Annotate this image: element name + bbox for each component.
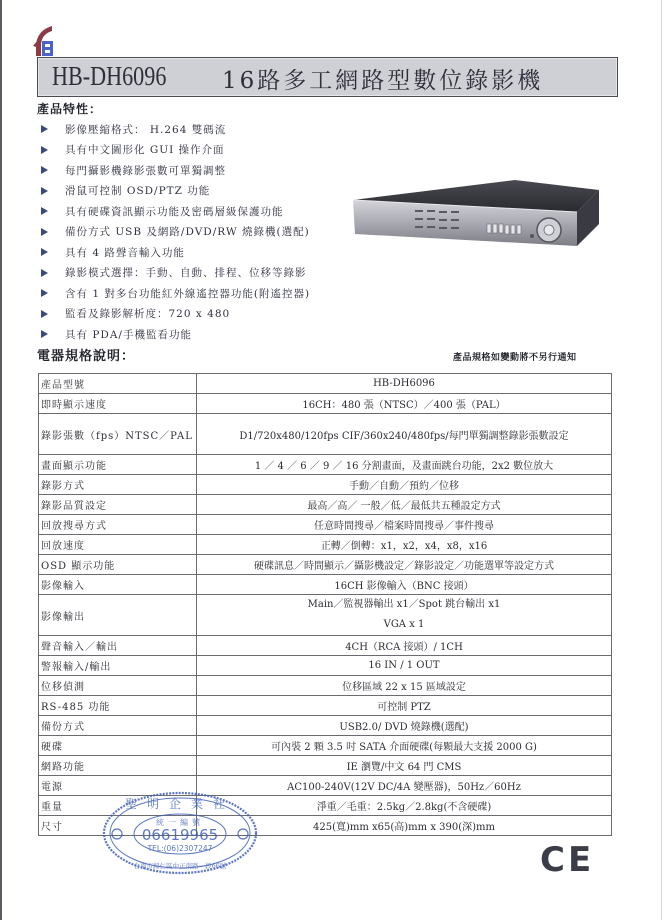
feature-text: 監看及錄影解析度：720 x 480	[65, 308, 231, 321]
spec-value: 可控制 PTZ	[197, 696, 612, 716]
feature-item	[37, 119, 310, 140]
feature-item	[37, 160, 310, 181]
feature-item	[37, 181, 310, 202]
spec-value: 硬碟訊息／時間顯示／攝影機設定／錄影設定／功能選單等設定方式	[197, 555, 612, 575]
page-edge	[0, 0, 2, 920]
triangle-bullet-icon	[41, 146, 48, 154]
company-logo-icon	[30, 22, 64, 56]
spec-label: 備份方式	[39, 716, 197, 736]
spec-label: 硬碟	[39, 736, 197, 756]
feature-item	[37, 201, 310, 222]
table-row	[39, 595, 612, 636]
features-heading: 產品特性：	[37, 102, 103, 116]
triangle-bullet-icon	[41, 310, 48, 318]
table-row	[39, 495, 612, 515]
features-list	[37, 119, 310, 345]
feature-item	[37, 304, 310, 325]
spec-label: 回放速度	[39, 535, 197, 555]
spec-label: RS-485 功能	[39, 696, 197, 716]
triangle-bullet-icon	[41, 166, 48, 174]
spec-value: D1/720x480/120fps CIF/360x240/480fps/每門單獨調整錄影張數設定	[197, 414, 612, 455]
triangle-bullet-icon	[41, 187, 48, 195]
feature-text: 含有 1 對多台功能紅外線遙控器功能(附遙控器)	[65, 287, 311, 300]
table-row	[39, 696, 612, 716]
svg-text:TEL:(06)2307247: TEL:(06)2307247	[147, 844, 213, 853]
svg-text:聖明企業社: 聖明企業社	[124, 797, 236, 811]
spec-value: USB2.0/ DVD 燒錄機(選配)	[197, 716, 612, 736]
spec-value: HB-DH6096	[197, 374, 612, 394]
triangle-bullet-icon	[41, 289, 48, 297]
spec-value: 16 IN / 1 OUT	[197, 656, 612, 676]
spec-value: 425(寬)mm x65(高)mm x 390(深)mm	[197, 816, 612, 836]
table-row	[39, 515, 612, 535]
spec-label: 錄影張數（fps）NTSC／PAL	[39, 414, 197, 455]
spec-value: 16CH 影像輸入（BNC 接頭）	[197, 575, 612, 595]
feature-item	[37, 283, 310, 304]
svg-text:06619965: 06619965	[141, 826, 219, 844]
table-row	[39, 736, 612, 756]
spec-value-line: VGA x 1	[383, 619, 425, 630]
triangle-bullet-icon	[41, 269, 48, 277]
feature-text: 具有中文圖形化 GUI 操作介面	[65, 144, 225, 157]
feature-text: 具有 PDA/手機監看功能	[65, 328, 192, 341]
triangle-bullet-icon	[41, 207, 48, 215]
feature-item	[37, 222, 310, 243]
spec-value: 正轉／倒轉：x1，x2，x4，x8，x16	[197, 535, 612, 555]
triangle-bullet-icon	[41, 330, 48, 338]
ce-certification-mark: CE	[540, 840, 595, 880]
spec-label: 影像輸出	[39, 595, 197, 636]
feature-item	[37, 242, 310, 263]
spec-label: 錄影方式	[39, 475, 197, 495]
specs-heading: 電器規格說明：	[37, 349, 136, 364]
feature-text: 錄影模式選擇：手動、自動、排程、位移等錄影	[65, 267, 307, 280]
feature-item	[37, 324, 310, 345]
spec-value: IE 瀏覽/中文 64 門 CMS	[197, 756, 612, 776]
spec-value: 淨重／毛重：2.5kg／2.8kg(不含硬碟)	[197, 796, 612, 816]
triangle-bullet-icon	[41, 228, 48, 236]
table-row	[39, 575, 612, 595]
feature-text: 每門攝影機錄影張數可單獨調整	[65, 164, 226, 177]
triangle-bullet-icon	[41, 248, 48, 256]
page-edge	[661, 0, 662, 920]
table-row	[39, 394, 612, 414]
table-row	[39, 414, 612, 455]
spec-value	[197, 595, 612, 636]
spec-value: 位移區域 22 x 15 區域設定	[197, 676, 612, 696]
feature-text: 滑鼠可控制 OSD/PTZ 功能	[65, 185, 211, 198]
spec-value-line: Main／監視器輸出 x1／Spot 跳台輸出 x1	[307, 599, 501, 610]
spec-label: 警報輸入/輸出	[39, 656, 197, 676]
model-number: HB-DH6096	[52, 61, 167, 91]
spec-label: 錄影品質設定	[39, 495, 197, 515]
spec-value: 1 ／ 4 ／ 6 ／ 9 ／ 16 分割畫面，及畫面跳台功能，2x2 數位放大	[197, 455, 612, 475]
spec-label: 畫面顯示功能	[39, 455, 197, 475]
spec-label: 網路功能	[39, 756, 197, 776]
spec-table	[38, 373, 612, 836]
table-row	[39, 676, 612, 696]
table-row	[39, 535, 612, 555]
feature-text: 具有硬碟資訊顯示功能及密碼層級保護功能	[65, 205, 284, 218]
table-row	[39, 756, 612, 776]
dvr-product-image	[345, 168, 605, 250]
spec-value: 任意時間搜尋／檔案時間搜尋／事件搜尋	[197, 515, 612, 535]
product-title: 16路多工網路型數位錄影機	[222, 68, 544, 94]
spec-label: 位移偵測	[39, 676, 197, 696]
feature-item	[37, 263, 310, 284]
svg-text:統一編號: 統一編號	[156, 818, 204, 827]
table-row	[39, 455, 612, 475]
title-bar	[37, 57, 618, 97]
table-row	[39, 475, 612, 495]
specs-notice: 產品規格如變動將不另行通知	[453, 353, 577, 363]
spec-value: 手動／自動／預約／位移	[197, 475, 612, 495]
spec-label: 聲音輸入／輸出	[39, 636, 197, 656]
spec-label: 即時顯示速度	[39, 394, 197, 414]
spec-value: 最高／高／ 一般／低／最低共五種設定方式	[197, 495, 612, 515]
spec-label: 產品型號	[39, 374, 197, 394]
spec-value: 4CH（RCA 接頭）/ 1CH	[197, 636, 612, 656]
spec-label: 電源	[39, 776, 197, 796]
feature-text: 具有 4 路聲音輸入功能	[65, 246, 185, 259]
spec-label: 回放搜尋方式	[39, 515, 197, 535]
table-row	[39, 374, 612, 394]
spec-label: 重量	[39, 796, 197, 816]
spec-value: 可內裝 2 顆 3.5 吋 SATA 介面硬碟(每顆最大支援 2000 G)	[197, 736, 612, 756]
spec-label: 尺寸	[39, 816, 197, 836]
spec-label: OSD 顯示功能	[39, 555, 197, 575]
feature-text: 影像壓縮格式： H.264 雙碼流	[65, 123, 227, 136]
triangle-bullet-icon	[41, 125, 48, 133]
company-seal-stamp	[100, 790, 260, 876]
table-row	[39, 656, 612, 676]
spec-value: 16CH：480 張（NTSC）／400 張（PAL）	[197, 394, 612, 414]
table-row	[39, 716, 612, 736]
table-row	[39, 636, 612, 656]
feature-item	[37, 140, 310, 161]
spec-label: 影像輸入	[39, 575, 197, 595]
svg-text:台南市歸仁區中正南路一段66號: 台南市歸仁區中正南路一段66號	[133, 862, 227, 870]
table-row	[39, 555, 612, 575]
spec-value: AC100-240V(12V DC/4A 變壓器)，50Hz／60Hz	[197, 776, 612, 796]
feature-text: 備份方式 USB 及網路/DVD/RW 燒錄機(選配)	[65, 226, 310, 239]
